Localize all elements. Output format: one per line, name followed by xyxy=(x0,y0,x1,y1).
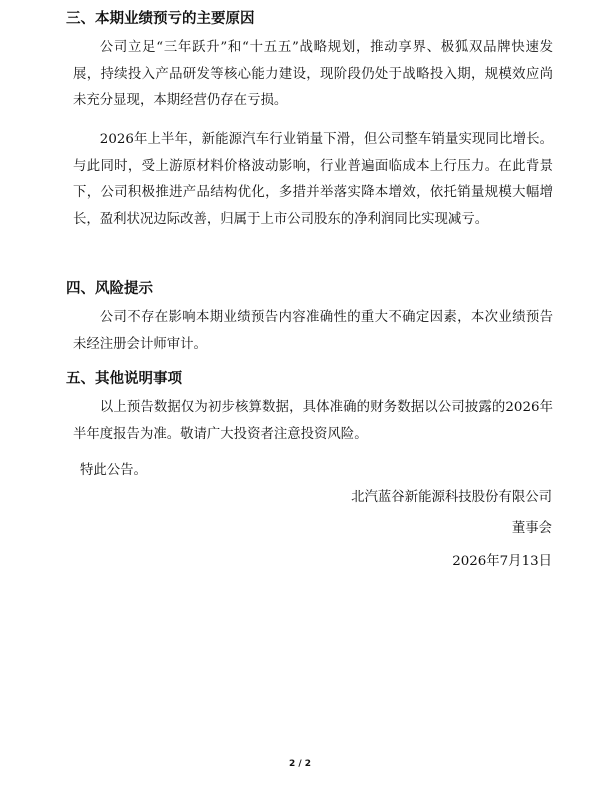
section-heading-risk: 四、风险提示 xyxy=(66,281,153,297)
paragraph-risk: 公司不存在影响本期业绩预告内容准确性的重大不确定因素，本次业绩预告未经注册会计师审计。 xyxy=(73,310,553,352)
closing-statement: 特此公告。 xyxy=(80,463,147,478)
section-heading-other: 五、其他说明事项 xyxy=(66,371,182,387)
signature-date: 2026年7月13日 xyxy=(452,554,552,569)
paragraph-other: 以上预告数据仅为初步核算数据，具体准确的财务数据以公司披露的2026年半年度报告为准。敬请广大投资者注意投资风险。 xyxy=(73,400,553,442)
section-heading-reasons: 三、本期业绩预亏的主要原因 xyxy=(66,11,255,27)
page-number: 2 / 2 xyxy=(288,759,312,769)
signature-company: 北汽蓝谷新能源科技股份有限公司 xyxy=(351,490,552,505)
signature-board: 董事会 xyxy=(511,521,552,536)
paragraph-reasons-2: 2026年上半年，新能源汽车行业销量下滑，但公司整车销量实现同比增长。与此同时，受上游原材料价格波动影响，行业普遍面临成本上行压力。在此背景下，公司积极推进产品结构优化，多措并举落实降本增效，依托销量规模大幅增长，盈利状况边际改善，归属于上市公司股东的净利润同比实现减亏。 xyxy=(73,132,553,227)
paragraph-reasons-1: 公司立足“三年跃升”和“十五五”战略规划，推动享界、极狐双品牌快速发展，持续投入产品研发等核心能力建设，现阶段仍处于战略投入期，规模效应尚未充分显现，本期经营仍存在亏损。 xyxy=(73,40,553,108)
